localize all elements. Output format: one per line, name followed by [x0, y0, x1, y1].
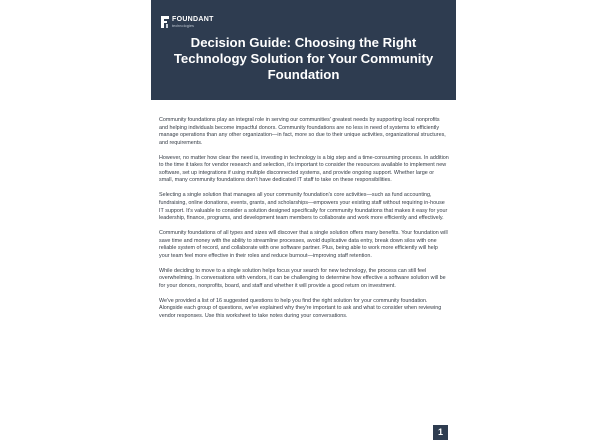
paragraph-questions: We've provided a list of 16 suggested questions to help you find the right solution for your community foundation. Alongside each group of questions, we've explained why they're important to ask and what to consider when reviewing vendor responses. Use this worksheet to take notes during your conversations.: [159, 297, 442, 319]
logo-subtitle: technologies: [172, 24, 195, 28]
logo-name: FOUNDANT: [172, 16, 214, 23]
foundant-logo-icon: [161, 16, 169, 28]
title-banner: [151, 0, 456, 100]
page-number: 1: [433, 425, 448, 440]
paragraph-single-solution: Selecting a single solution that manages all your community foundation's core activities—such as fund accounting, fundraising, online donations, events, grants, and scholarships—empowers your existing staff without requiring in-house IT support. It's valuable to consider a solution designed specifically for community foundations that makes it easy for your leadership, finance, programs, and development team members to collaborate and work more efficiently and effectively.: [159, 192, 448, 222]
document-title: Decision Guide: Choosing the Right Technology Solution for Your Community Foundation: [173, 35, 434, 82]
document-body: [159, 117, 449, 328]
paragraph-benefits: Community foundations of all types and sizes will discover that a single solution offers many benefits. Your foundation will save time and money with the ability to streamline processes, avoid duplicative data entry, break down silos with one reliable system of record, and collaborate with one software partner. Plus, being able to work more efficiently will help your team feel more effective in their roles and reduce burnout—improving staff retention.: [159, 230, 448, 259]
foundant-logo: [161, 16, 214, 28]
paragraph-investment: However, no matter how clear the need is, investing in technology is a big step and a time-consuming process. In addition to the time it takes for vendor research and selection, it's important to consider the resources available to implement new software, set up integrations if using multiple disconnected systems, and provide ongoing support. Whether large or small, many community foundations don't have dedicated IT staff to take on these responsibilities.: [159, 154, 449, 184]
paragraph-intro: Community foundations play an integral role in serving our communities' greatest needs by supporting local nonprofits and helping individuals become impactful donors. Community foundations are no less in need of systems to efficiently manage operations than any other organization—in fact, more so due to their unique activities, organizational structures, and requirements.: [159, 117, 446, 146]
paragraph-deciding: While deciding to move to a single solution helps focus your search for new technology, the process can still feel overwhelming. In conversations with vendors, it can be challenging to determine how effective a software solution will be for your donors, nonprofits, board, and staff and whether it will provide a good return on investment.: [159, 267, 446, 289]
